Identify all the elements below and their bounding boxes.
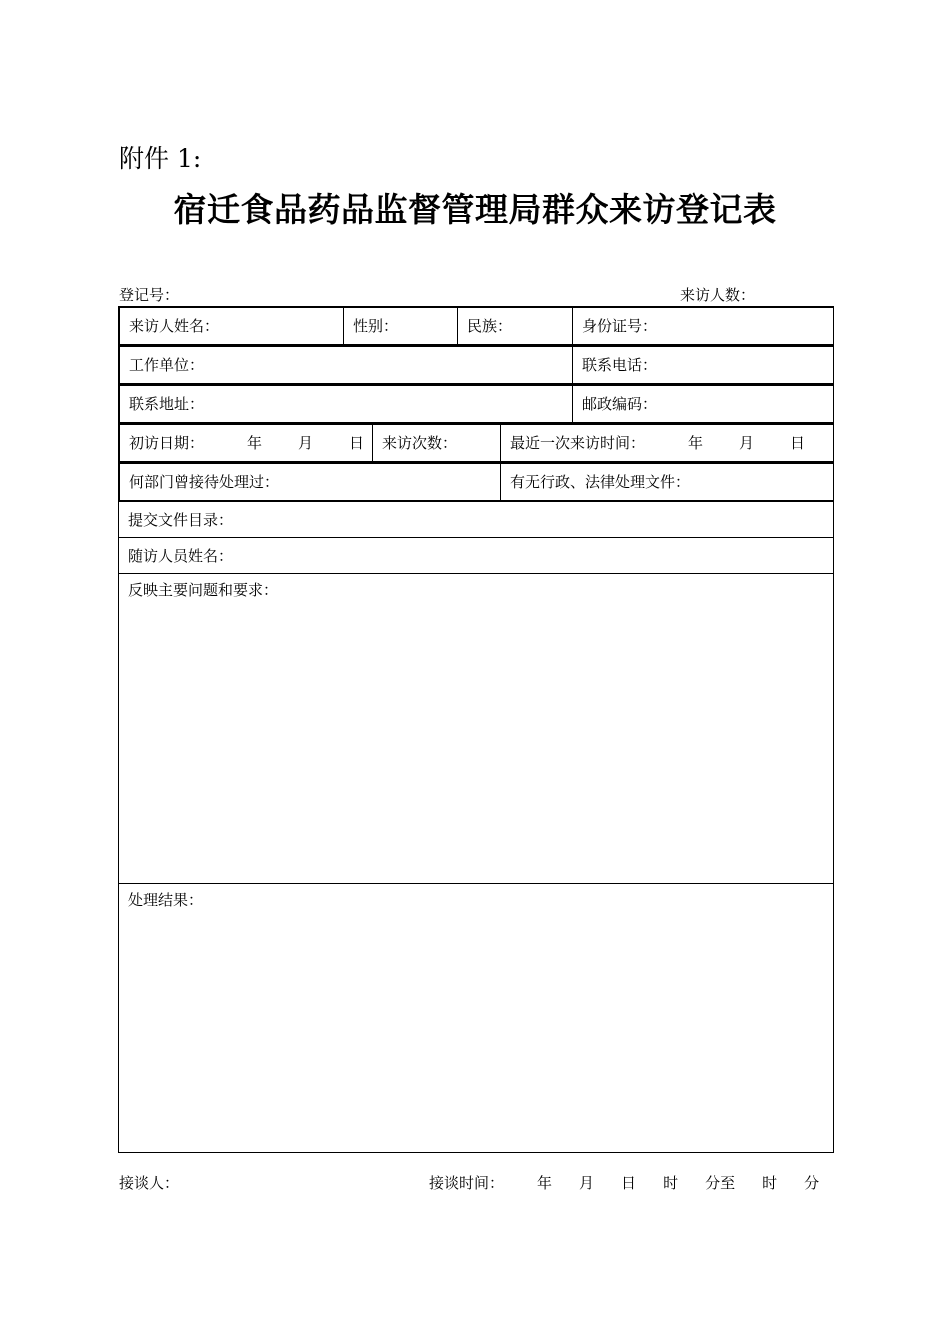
day-label: 日	[349, 434, 365, 452]
interview-time-label: 接谈时间：	[429, 1174, 505, 1192]
last-visit-time-label: 最近一次来访时间：	[510, 434, 646, 452]
phone-field[interactable]: 联系电话：	[573, 347, 834, 384]
visitor-count-label: 来访人数：	[680, 286, 756, 304]
table-row	[119, 307, 834, 346]
ethnicity-field[interactable]: 民族：	[458, 308, 573, 345]
visitor-name-field[interactable]: 来访人姓名：	[120, 308, 344, 345]
legal-documents-field[interactable]: 有无行政、法律处理文件：	[501, 464, 834, 501]
id-number-field[interactable]: 身份证号：	[573, 308, 834, 345]
table-row	[119, 424, 834, 463]
interview-time-row	[429, 1173, 819, 1193]
table-row	[119, 346, 834, 385]
submitted-documents-field[interactable]: 提交文件目录：	[119, 502, 834, 538]
hour-label: 时	[663, 1174, 679, 1192]
minute-label: 分	[804, 1174, 820, 1192]
result-field[interactable]: 处理结果：	[119, 884, 834, 1153]
table-row	[119, 574, 834, 884]
day-label: 日	[621, 1174, 637, 1192]
minute-to-label: 分至	[705, 1174, 736, 1192]
year-label: 年	[688, 434, 704, 452]
table-row	[119, 463, 834, 502]
companions-field[interactable]: 随访人员姓名：	[119, 538, 834, 574]
table-row	[119, 385, 834, 424]
table-row	[119, 884, 834, 1153]
address-field[interactable]: 联系地址：	[120, 386, 573, 423]
month-label: 月	[579, 1174, 595, 1192]
issues-field[interactable]: 反映主要问题和要求：	[119, 574, 834, 884]
visit-times-field[interactable]: 来访次数：	[373, 425, 501, 462]
first-visit-date-field[interactable]	[120, 425, 373, 462]
attachment-label: 附件 1:	[119, 144, 202, 173]
departments-handled-field[interactable]: 何部门曾接待处理过：	[120, 464, 501, 501]
year-label: 年	[247, 434, 263, 452]
visit-registration-table	[118, 306, 834, 1153]
month-label: 月	[739, 434, 755, 452]
registration-number-label: 登记号：	[119, 286, 180, 304]
postcode-field[interactable]: 邮政编码：	[573, 386, 834, 423]
receiver-label: 接谈人：	[119, 1174, 180, 1192]
hour-label: 时	[762, 1174, 778, 1192]
form-title: 宿迁食品药品监督管理局群众来访登记表	[173, 190, 777, 229]
table-row	[119, 502, 834, 538]
gender-field[interactable]: 性别：	[344, 308, 458, 345]
table-row	[119, 538, 834, 574]
year-label: 年	[537, 1174, 553, 1192]
work-unit-field[interactable]: 工作单位：	[120, 347, 573, 384]
last-visit-time-field[interactable]	[501, 425, 834, 462]
month-label: 月	[298, 434, 314, 452]
day-label: 日	[790, 434, 806, 452]
first-visit-date-label: 初访日期：	[129, 434, 205, 452]
